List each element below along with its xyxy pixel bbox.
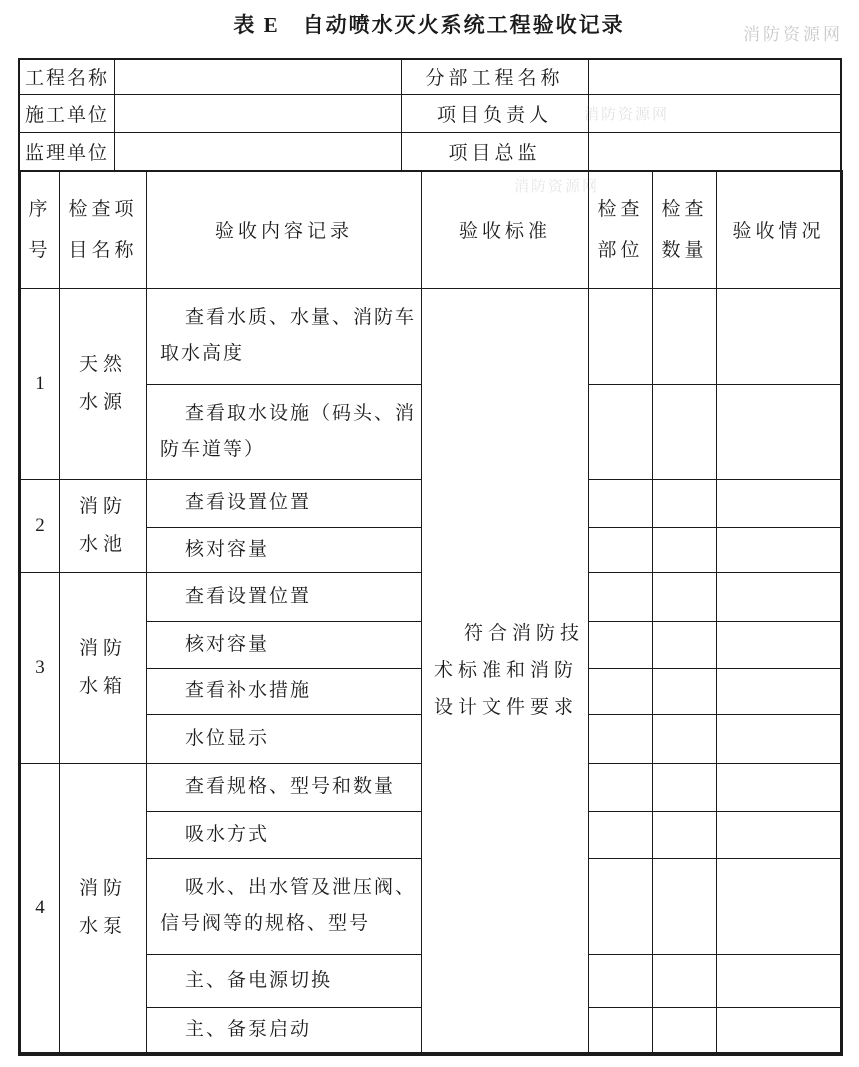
empty-cell: [589, 572, 653, 621]
empty-cell: [653, 763, 717, 811]
empty-cell: [717, 858, 842, 954]
table-row: [19, 94, 841, 132]
item-name-natural-water-source: 天然 水源: [60, 288, 147, 479]
header-acceptance-standard: 验收标准: [422, 171, 589, 288]
header-seq: 序 号: [20, 171, 60, 288]
empty-cell: [589, 527, 653, 572]
empty-cell: [717, 288, 842, 384]
empty-cell: [653, 288, 717, 384]
empty-cell: [589, 1007, 653, 1054]
header-content-record: 验收内容记录: [147, 171, 422, 288]
empty-cell: [717, 572, 842, 621]
empty-cell: [653, 668, 717, 714]
content-record: 查看设置位置: [147, 572, 422, 621]
empty-cell: [717, 621, 842, 668]
header-item-name: 检查项 目名称: [60, 171, 147, 288]
label-project-name: 工程名称: [19, 59, 114, 94]
content-record: 吸水方式: [147, 811, 422, 858]
empty-cell: [717, 714, 842, 763]
content-record: 水位显示: [147, 714, 422, 763]
header-acceptance-result: 验收情况: [717, 171, 842, 288]
empty-cell: [589, 384, 653, 479]
table-row: [19, 132, 841, 171]
value-construction-unit: [114, 94, 401, 132]
empty-cell: [653, 858, 717, 954]
value-project-name: [114, 59, 401, 94]
empty-cell: [589, 811, 653, 858]
empty-cell: [589, 858, 653, 954]
page-title: 表 E 自动喷水灭火系统工程验收记录: [233, 13, 625, 37]
value-chief-supervisor: [588, 132, 841, 171]
value-supervision-unit: [114, 132, 401, 171]
empty-cell: [589, 621, 653, 668]
acceptance-table: [18, 170, 843, 1056]
content-record: 核对容量: [147, 621, 422, 668]
empty-cell: [589, 954, 653, 1007]
empty-cell: [717, 954, 842, 1007]
content-record: 查看取水设施（码头、消 防车道等）: [147, 384, 422, 479]
watermark-text: 消防资源网: [743, 25, 843, 44]
empty-cell: [653, 1007, 717, 1054]
empty-cell: [653, 479, 717, 527]
table-row: [20, 288, 842, 384]
content-record: 查看规格、型号和数量: [147, 763, 422, 811]
label-subproject-name: 分部工程名称: [401, 59, 588, 94]
empty-cell: [717, 384, 842, 479]
watermark-faint: 消防资源网: [584, 106, 670, 123]
value-project-leader: [588, 94, 841, 132]
empty-cell: [589, 763, 653, 811]
empty-cell: [589, 288, 653, 384]
content-record: 吸水、出水管及泄压阀、 信号阀等的规格、型号: [147, 858, 422, 954]
table-row: [19, 59, 841, 94]
empty-cell: [717, 763, 842, 811]
info-table: [18, 58, 842, 172]
seq-1: 1: [20, 288, 60, 479]
empty-cell: [589, 714, 653, 763]
content-record: 主、备泵启动: [147, 1007, 422, 1054]
content-record: 查看水质、水量、消防车 取水高度: [147, 288, 422, 384]
seq-2: 2: [20, 479, 60, 572]
label-construction-unit: 施工单位: [19, 94, 114, 132]
label-project-leader: 项目负责人: [401, 94, 588, 132]
content-record: 主、备电源切换: [147, 954, 422, 1007]
header-check-position: 检查 部位: [589, 171, 653, 288]
empty-cell: [653, 384, 717, 479]
empty-cell: [653, 621, 717, 668]
label-chief-supervisor: 项目总监: [401, 132, 588, 171]
empty-cell: [653, 572, 717, 621]
empty-cell: [717, 668, 842, 714]
empty-cell: [589, 479, 653, 527]
content-record: 查看设置位置: [147, 479, 422, 527]
empty-cell: [653, 714, 717, 763]
empty-cell: [717, 527, 842, 572]
watermark-faint: 消防资源网: [514, 178, 600, 195]
empty-cell: [589, 668, 653, 714]
acceptance-standard-cell: 符合消防技 术标准和消防 设计文件要求: [422, 288, 589, 1054]
empty-cell: [653, 527, 717, 572]
item-name-fire-pool: 消防 水池: [60, 479, 147, 572]
empty-cell: [717, 479, 842, 527]
content-record: 查看补水措施: [147, 668, 422, 714]
label-supervision-unit: 监理单位: [19, 132, 114, 171]
empty-cell: [653, 811, 717, 858]
empty-cell: [717, 811, 842, 858]
seq-3: 3: [20, 572, 60, 763]
value-subproject-name: [588, 59, 841, 94]
item-name-fire-tank: 消防 水箱: [60, 572, 147, 763]
empty-cell: [653, 954, 717, 1007]
content-record: 核对容量: [147, 527, 422, 572]
header-check-quantity: 检查 数量: [653, 171, 717, 288]
seq-4: 4: [20, 763, 60, 1054]
item-name-fire-pump: 消防 水泵: [60, 763, 147, 1054]
header-row: [20, 171, 842, 288]
empty-cell: [717, 1007, 842, 1054]
